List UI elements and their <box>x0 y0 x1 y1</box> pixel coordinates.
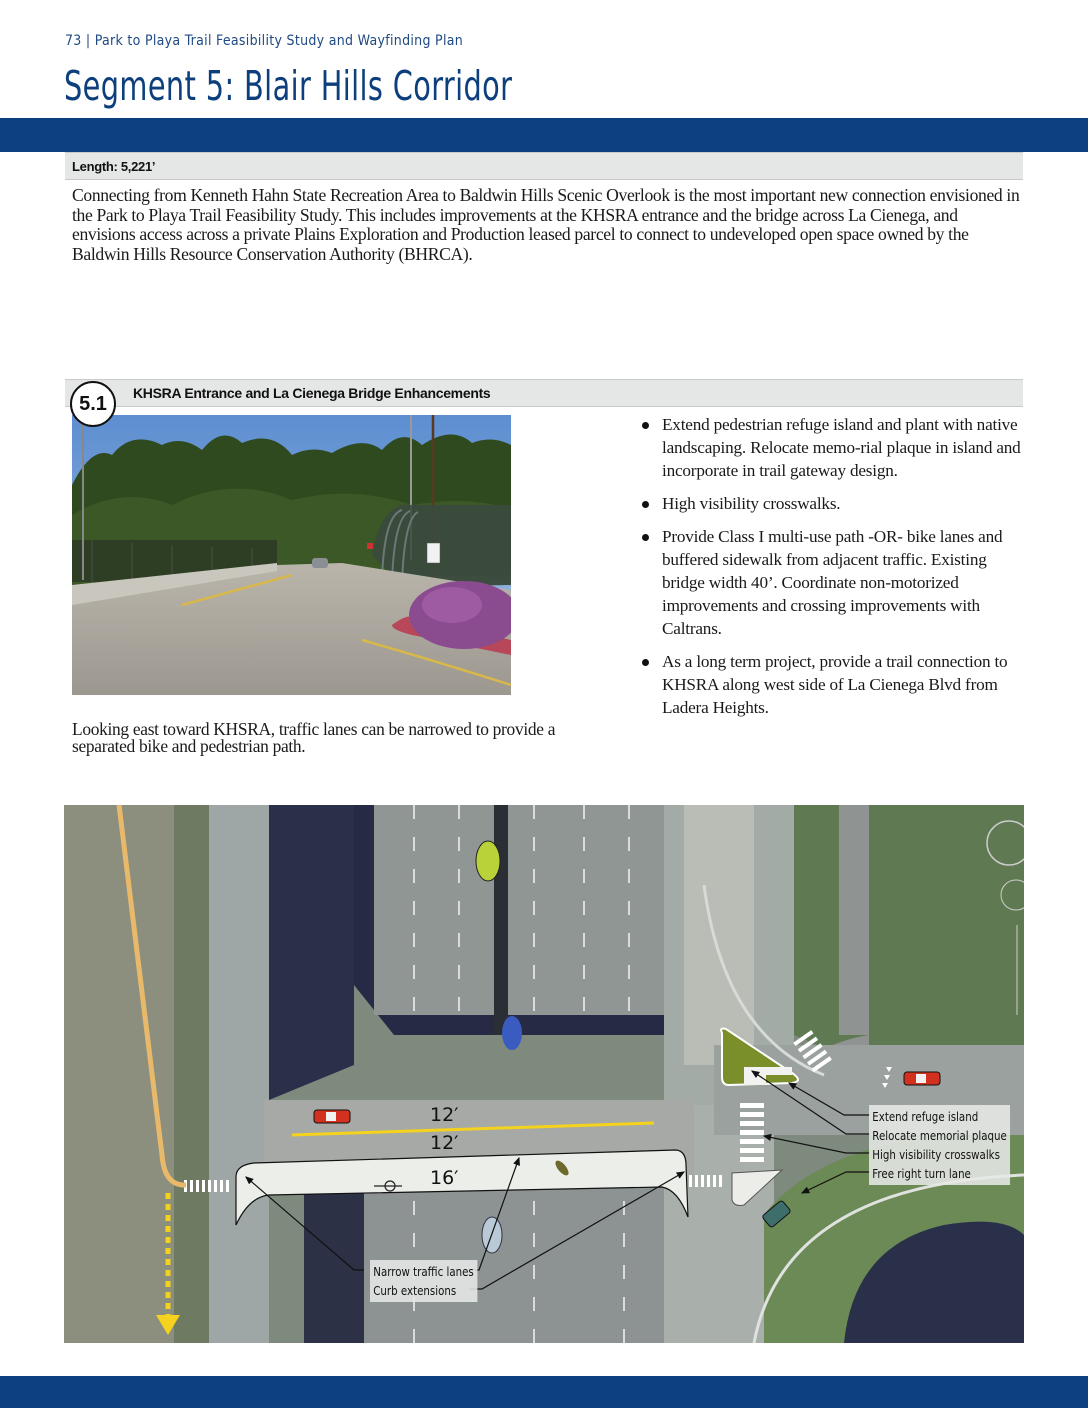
car-icon <box>314 1110 350 1123</box>
lane-width-label: 12′ <box>430 1132 459 1154</box>
intro-paragraph: Connecting from Kenneth Hahn State Recreation Area to Baldwin Hills Scenic Overlook is the most important new connection envisioned in the Park to Playa Trail Feasibility Study. This includes improvements at the KHSRA entrance and the bridge across La Cienega, and envisions access across a private Plains Exploration and Production leased parcel to connect to undeveloped open space owned by the Baldwin Hills Resource Conservation Authority (BHRCA). <box>72 185 1020 264</box>
bullet-icon <box>642 422 649 429</box>
left-callout-box <box>370 1260 477 1302</box>
recommendation-text: As a long term project, provide a trail connection to KHSRA along west side of La Cienega Blvd from Ladera Heights. <box>662 652 1008 717</box>
running-head: 73 | Park to Playa Trail Feasibility Study and Wayfinding Plan <box>65 33 464 49</box>
section-title: KHSRA Entrance and La Cienega Bridge Enhancements <box>133 385 491 401</box>
section-number-badge: 5.1 <box>70 381 116 427</box>
callout-label: Extend refuge island <box>872 1109 979 1124</box>
page-title: Segment 5: Blair Hills Corridor <box>64 62 513 110</box>
recommendation-text: Extend pedestrian refuge island and plant with native landscaping. Relocate memo-rial plaque in island and incorporate in trail gateway design. <box>662 415 1021 480</box>
right-callout-box <box>869 1105 1010 1185</box>
bridge-photo-illustration <box>72 415 511 695</box>
callout-label: Free right turn lane <box>872 1166 971 1181</box>
bullet-icon <box>642 659 649 666</box>
bullet-icon <box>642 501 649 508</box>
bullet-icon <box>642 534 649 541</box>
header-band <box>0 118 1088 152</box>
callout-label: Relocate memorial plaque <box>872 1128 1007 1143</box>
recommendation-item <box>640 525 1030 640</box>
lane-width-label: 12′ <box>430 1104 459 1126</box>
footer-band <box>0 1376 1088 1408</box>
photo-caption: Looking east toward KHSRA, traffic lanes can be narrowed to provide a separated bike and pedestrian path. <box>72 719 556 756</box>
callout-label: Curb extensions <box>373 1283 457 1298</box>
recommendation-item <box>640 650 1030 719</box>
lane-width-label: 16′ <box>430 1167 459 1189</box>
recommendation-item <box>640 492 1030 515</box>
callout-label: Narrow traffic lanes <box>373 1264 474 1279</box>
aerial-plan-diagram <box>64 805 1024 1343</box>
recommendation-list <box>640 413 1030 729</box>
recommendation-item <box>640 413 1030 482</box>
section-bar <box>65 379 1023 407</box>
recommendation-text: Provide Class I multi-use path -OR- bike lanes and buffered sidewalk from adjacent traffic. Existing bridge width 40’. Coordinate non-motorized improvements and crossing improvements with Caltrans. <box>662 527 1003 638</box>
segment-length: Length: 5,221’ <box>72 159 156 174</box>
callout-label: High visibility crosswalks <box>872 1147 1000 1162</box>
bridge-photo <box>72 415 511 695</box>
length-bar <box>65 152 1023 180</box>
recommendation-text: High visibility crosswalks. <box>662 494 841 513</box>
aerial-plan-illustration <box>64 805 1024 1343</box>
